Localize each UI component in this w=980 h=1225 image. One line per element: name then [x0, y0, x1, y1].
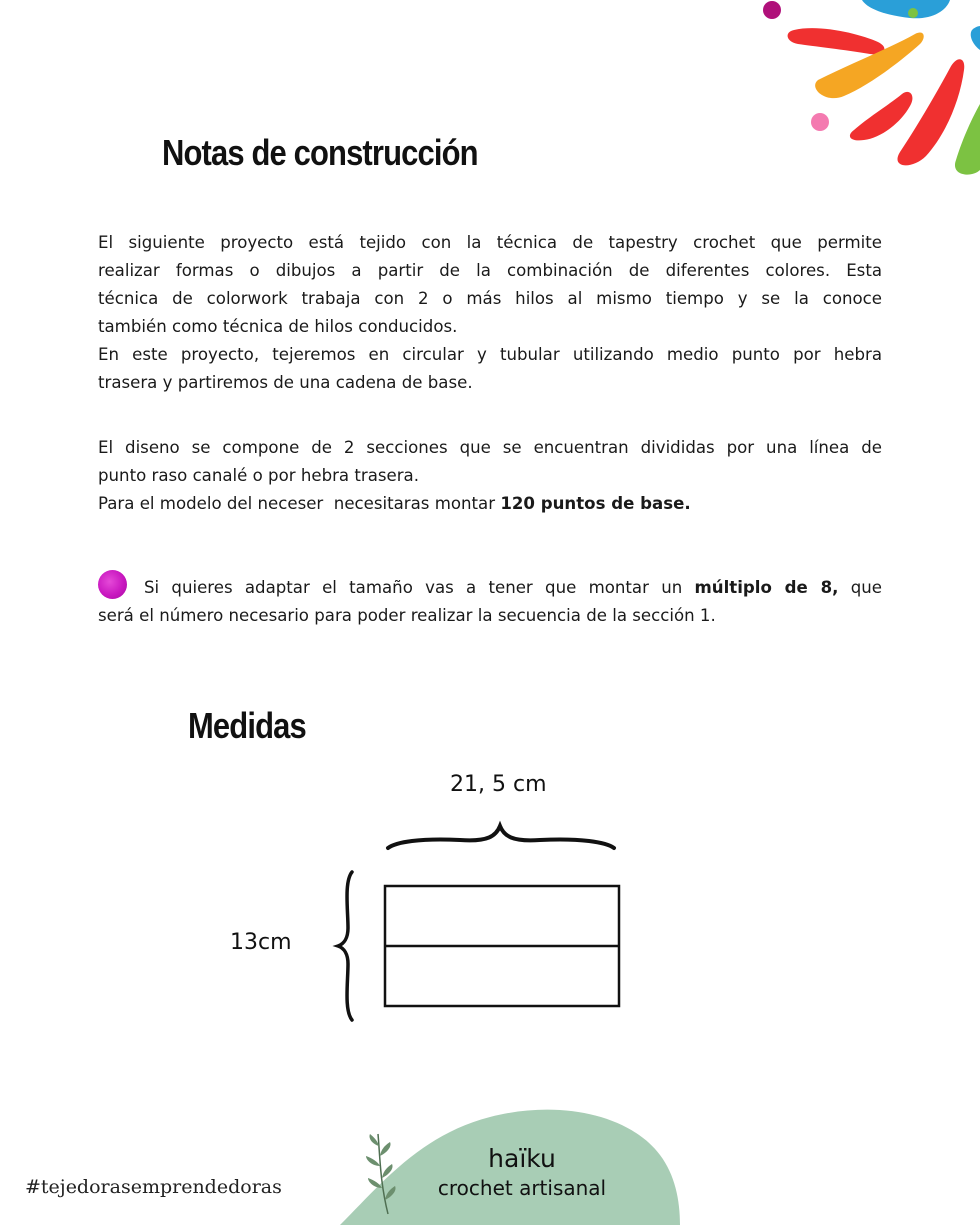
- text-line: también como técnica de hilos conducidos.: [98, 317, 458, 336]
- brand-tagline: crochet artisanal: [437, 1176, 607, 1200]
- base-stitch-count: 120 puntos de base.: [500, 494, 691, 513]
- text-line: [98, 490, 882, 518]
- text-line: [98, 574, 882, 602]
- pouch-dimension-diagram: [320, 820, 640, 1030]
- paragraph-design: [98, 434, 882, 518]
- text-line: En este proyecto, tejeremos en circular y tubular utilizando medio punto por hebra: [98, 345, 882, 364]
- text-line: realizar formas o dibujos a partir de la combinación de diferentes colores. Esta: [98, 261, 882, 280]
- section-title-notas: Notas de construcción: [162, 132, 478, 173]
- text-fragment: Para el modelo del neceser necesitaras montar: [98, 494, 501, 513]
- section-title-medidas: Medidas: [188, 705, 306, 746]
- text-line: técnica de colorwork trabaja con 2 o más hilos al mismo tiempo y se la conoce: [98, 289, 882, 308]
- color-splash-decoration: [750, 0, 980, 185]
- brand-name: haïku: [488, 1144, 556, 1173]
- text-fragment: Si quieres adaptar el tamaño vas a tener que montar un: [144, 578, 695, 597]
- text-fragment: que: [838, 578, 882, 597]
- width-brace-icon: [388, 826, 614, 848]
- hashtag-text: #tejedorasemprendedoras: [25, 1176, 282, 1198]
- width-measurement: 21, 5 cm: [450, 772, 547, 797]
- text-line: El siguiente proyecto está tejido con la técnica de tapestry crochet que permite: [98, 233, 882, 252]
- text-line: trasera y partiremos de una cadena de base.: [98, 373, 473, 392]
- text-line: será el número necesario para poder realizar la secuencia de la sección 1.: [98, 606, 716, 625]
- leaf-sprig-icon: [358, 1132, 400, 1216]
- text-line: El diseno se compone de 2 secciones que se encuentran divididas por una línea de: [98, 438, 882, 457]
- multiple-highlight: múltiplo de 8,: [694, 578, 839, 597]
- paragraph-technique: [98, 229, 882, 397]
- height-brace-icon: [338, 872, 352, 1020]
- paragraph-size-tip: [98, 574, 882, 630]
- height-measurement: 13cm: [230, 930, 292, 955]
- text-line: punto raso canalé o por hebra trasera.: [98, 466, 419, 485]
